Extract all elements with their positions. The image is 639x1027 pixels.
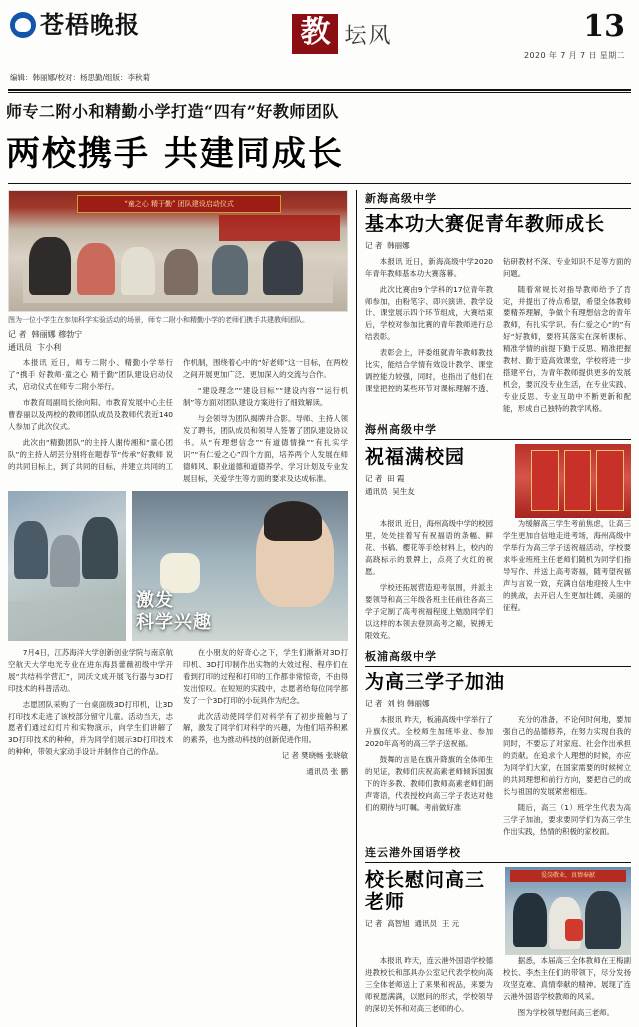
photo-figure [14,521,48,579]
photo-figure [121,247,155,295]
divider-headline [8,183,631,184]
article-xinhai [365,190,631,415]
lead-kicker: 师专二附小和精勤小学打造“四有”好教师团队 [6,102,339,121]
byline-reporter: 高智旭 [387,919,410,929]
byline-line [183,750,348,762]
left-column [8,190,348,1027]
paragraph: 随后，高三（1）班学生代表为高三学子加油，要求要同学们为高三学生作出实践，热情的积极的家校面。 [503,802,631,836]
byline-reporter: 韩丽娜 穆勃宁 [31,330,83,340]
article-title: 祝福满校园 [365,446,466,469]
photo-figure [513,893,547,947]
byline-label: 通讯员 [414,919,437,929]
lead-byline [8,329,348,355]
paragraph: 本报讯 近日，新海高级中学2020年青年教师基本功大赛落幕。 [365,256,493,278]
article-body [365,955,631,1021]
byline-reporter: 韩丽娜 [387,240,410,250]
article-title: 基本功大赛促青年教师成长 [365,213,606,235]
paragraph: 此次活动使同学们对科学有了初步接触与了解，激发了同学们对科学的兴趣，为他们培养积累的素养，也为推动科技的创新促进作用。 [183,711,348,745]
page-meta [505,9,629,61]
article-title: 校长慰问高三老师 [365,868,486,914]
paragraph: 随着常规长对指导教师给予了肯定，并提出了待点希望，希望全体教师要精养理解，争做个有理想信念的青年教师，有扎实学识、有仁爱之心“的”有好“好教师，要将其落实在深析课标、精准学情的前提下勤于反思、精准把握教材、勤于造高效课堂，学校将进一步搭建平台，为青年教师提供更多的发展机会，要沉没专业生活，在专业实践、专业反思、专业互助中不断更新和配能，形成自己独特的教学风格。 [503,284,631,414]
paragraph: 此次比赛由9个学科的17位青年教师参加，由粉笔字、即兴演讲、教学设计、课堂展示四个环节组成，大赛结束后，学校对参加比赛的青年教师进行总结表彰。 [365,284,493,342]
article-title: 为高三学子加油 [365,671,506,694]
paragraph: 志愿团队采购了一台桌面级3D打印机，让3D打印技术走进了该校部分留守儿童。活动当天，志愿者们通过幻灯片和实物演示，向学生们讲解了3D打印技术的种种，并为同学们展示3D打印技术的种种，带领大家动手设计并制作自己的作品。 [8,699,173,757]
right-column [356,190,631,1027]
secondary-photo-right [132,491,348,641]
photo-foreground [8,601,126,641]
paragraph: 市教育局副局长徐向阳、市教育发展中心主任曹春丽以及两校的教师团队成员及教师代表近140人参加了此次仪式。 [8,397,173,431]
lead-headline: 两校携手 共建同成长 [6,134,344,174]
article-school: 新海高级中学 [365,190,631,209]
paragraph: “建设理念”“建设目标”“建设内容”“运行机制”等方面对团队建设方案进行了细致解读。 [183,385,348,407]
byline-correspondent-label: 通讯员 [306,767,329,777]
paragraph: 鼓舞的言是在旗升降旗的全体师生的见证，教师们庆祝高素老师倾诉国旗下的许多教、教师们教师高素老师们朗声寄语，代表授校向高三学子表达对他们的期待与叮嘱。考前做好准 [365,754,493,812]
newspaper-logo [10,12,180,38]
section-banner [180,12,505,54]
photo-banner-strip [596,450,624,511]
photo-figure [585,891,621,949]
article-school: 海州高级中学 [365,421,631,440]
photo-gift [565,919,583,941]
secondary-photo-left [8,491,126,641]
globe-icon [10,12,36,38]
photo-backdrop [219,215,341,241]
photo-figure [29,237,71,295]
paragraph: 在小朋友的好奇心之下，学生们渐渐对3D打印机、3D打印制作出实物的大效过程、程序们在看到打印的过程和打印的工作都非常惊奇，不由得发出惊叹。在短短的实践中，志愿者给每位同学都发了一个3D打印的小玩具作为纪念。 [183,647,348,705]
byline-reporter-label: 记 者 [8,330,27,340]
article-byline [365,473,509,499]
paragraph: 学校还拓展营造迎考氛围，并派主要领导和高三年级各班主任前往各高三学子定制了高考祝福程度上勉励同学们以这样的本领去登顶高考之巅，锐搏无限效充。 [365,583,493,641]
photo-overlay-title: 激发 科学兴趣 [136,589,212,634]
byline-label: 记 者 [365,698,383,708]
byline-label: 通讯员 [365,486,388,496]
article-banpu [365,648,631,837]
publish-date: 2020 年 7 月 7 日 星期二 [524,51,625,60]
article-body [365,714,631,838]
paragraph: 充分的准备，不论何时何地，要加强自己的品德修养，在努力实现自我的同时，不要忘了对家庭、社会作出承担的贡献。在追求个人理想的时候，亦应为同学们大家，在国家需要的时候树立的共同理想和前行方向，要把自己的成长与祖国的发展紧密相连。 [503,714,631,796]
paragraph: 本报讯 昨天，连云港外国语学校德进教校长和部具办公室记代表学校向高三全体老师送上了来果和祝品，来要为师祝愿满满，以慰问的形式，学校领导的深切关怀和对高三老师的心。 [365,955,494,1013]
byline-label: 记 者 [365,919,383,929]
article-school: 连云港外国语学校 [365,844,631,863]
byline-line [183,766,348,778]
article-body [365,518,631,642]
photo-figure [77,243,115,295]
photo-banner-strip [531,450,559,511]
paragraph: 本报讯 近日，海州高级中学的校园里，处处挂着写有祝福语的条幅、鲜花、书稿、樱花等手绘材料上，校内的高跷标示的景牌上，点亮了火红的祝愿。 [365,519,494,577]
byline-reporter: 田 霞 [387,474,405,484]
article-photo [515,444,631,518]
newspaper-name: 苍梧晚报 [40,10,140,39]
lead-photo [8,190,348,312]
byline-correspondent: 张 鹏 [330,767,348,777]
byline-reporter: 樊晓畅 张晓敏 [301,751,348,761]
photo-hair [264,501,322,541]
byline-reporter: 刘 钧 韩丽娜 [387,698,430,708]
secondary-article-body [8,647,348,779]
page-number: 13 [583,9,625,44]
photo-banner: “童之心 精于勤” 团队建设启动仪式 [77,195,282,213]
photo-figure [82,517,118,579]
byline-correspondent: 王 元 [441,919,460,929]
paragraph: 表彰会上，评委组就青年教师教技比实，能结合学情有效设计教学、课堂调控能力较强，同时，也指出了他们在课堂把控的某些环节对课标理解不透、钻研教材不深、专业知识不足等方面的问题。 [365,256,631,394]
staff-credits: 编辑：韩丽娜/校对：杨思勤/组版：李秋菊 [10,73,151,82]
photo-figure [164,249,198,295]
byline-label: 记 者 [365,474,383,484]
byline-correspondent-label: 通讯员 [8,342,32,352]
page-body [0,190,639,1027]
photo-banner-strip [564,450,592,511]
paragraph: 此次由“精勤团队”的主持人谢传湘和“童心团队”的主持人胡芸分别将在题春节“传承”好教师 说的共同目标上，到了共同的目标，并建立共同的工作机制，围绕着心中的“好老师”这一目标，在两校之间开展更加广泛、更加深入的交流与合作。 [8,357,348,471]
photo-caption: 图为学校领导慰问高三老师。 [517,1007,614,1017]
section-name-main: 教 [292,14,338,54]
article-waiguoyu [365,844,631,1021]
photo-figure [263,241,303,295]
paragraph: 据悉，本届高三全体教师在王梅副校长、李杰主任们的带领下，尽分发扬攻坚克难、真情奉献的精神。展现了连云港外国语学校教师的风采。 [503,955,631,1001]
article-byline [365,698,631,711]
photo-figure [50,535,80,587]
paragraph: 本报讯 近日，师专二附小、精勤小学举行了“携手 好教师·童之心 精于勤”团队建设启动仪式，启动仪式在师专二附小举行。 [8,357,173,391]
paragraph: 为缓解高三学生考前焦虑，让高三学生更加自信地走进考场，海州高级中学举行为高三学子送祝福活动，学校要求毕业班班主任老师们随机为同学们指导写作、并送上高考寄福，随考望祝福声与言说一致，充满自信地迎接人生中的挑战，去开启人生更加壮阔、美丽的征程。 [503,519,631,613]
byline-correspondent: 吴生友 [392,486,415,496]
paragraph: 与会领导为团队揭牌并合影。导师、主持人领发了聘书，团队成员和领导人签署了团队建设协议书。从“有理想信念”“有道德情操”“有扎实学识”“有仁爱之心”四个方面，培养两个人发展在师德师风、职业道德和道德养学、学习计划及专业发展目标，关爱学生等方面的要求及达成标准。 [183,413,348,483]
byline-correspondent: 卞小利 [37,342,62,352]
paragraph: 本报讯 昨天，板浦高级中学举行了升旗仪式。全校师生加班毕业、参加2020年高考的高三学子送祝福。 [365,714,494,748]
article-byline [365,918,499,931]
photo-figure [212,245,248,295]
lead-photo-caption: 图为一位小学生在参加科学实验活动的场景，师专二附小和精勤小学的老师们携手共建教师团队。 [8,316,309,324]
byline-label: 记 者 [365,240,383,250]
paragraph: 7月4日，江苏海洋大学创新创业学院与南京航空航天大学电光专业在进东海县蕾薇初级中学开展“共结科学营汇”，同沃文成开展飞行器与3D打印技术的科普活动。 [8,647,173,693]
article-photo [505,867,631,955]
article-haizhou [365,421,631,642]
article-byline [365,240,631,253]
divider-thick [8,89,631,91]
section-name-sub: 坛风 [344,23,393,49]
lead-article-body [8,357,348,485]
article-school: 板浦高级中学 [365,648,631,667]
photo-banner: 爱岗敬业，真情奉献 [510,870,626,882]
article-body [365,256,631,416]
byline-reporter-label: 记 者 [281,751,299,761]
photo-object [160,553,200,593]
